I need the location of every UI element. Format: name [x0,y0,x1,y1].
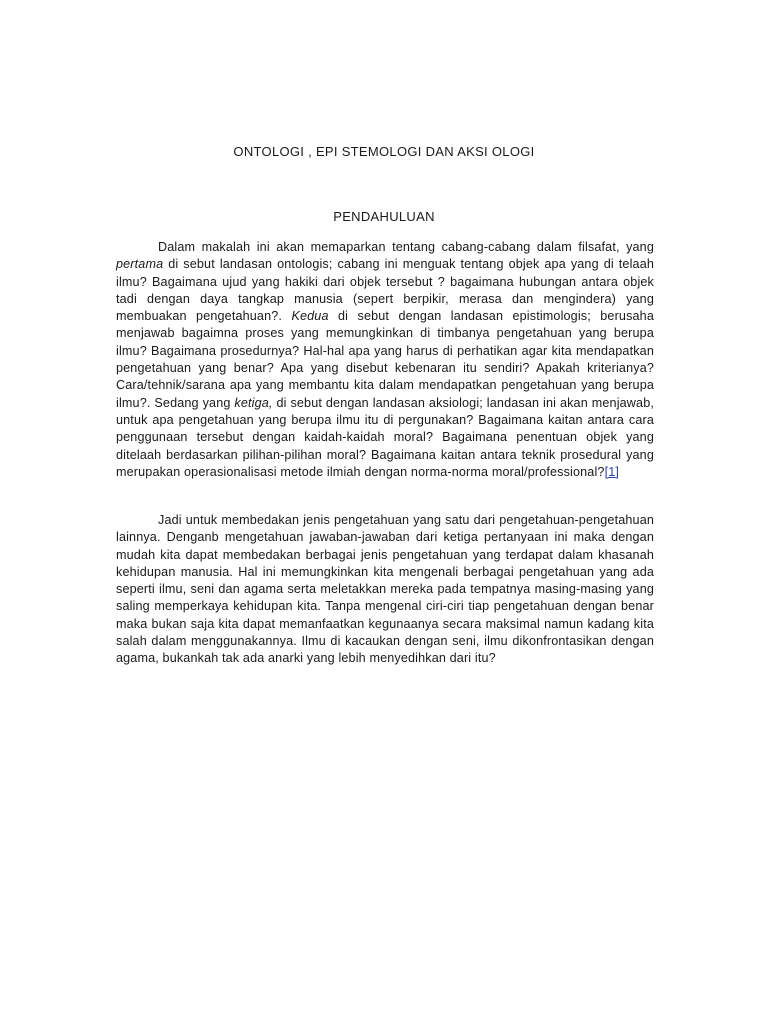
emphasis-kedua: Kedua [291,309,329,324]
emphasis-ketiga: ketiga, [234,395,273,410]
paragraph-text: di sebut landasan ontologis; cabang ini menguak tentang objek apa yang di telaah ilmu? Bagaimana ujud yang hakiki dari objek tersebut ? bagaimana hubungan antara objek tadi dengan daya tangkap manusia (sepert berpikir, merasa dan mengindera) yang membuakan pengetahuan?. [116,257,654,324]
emphasis-pertama: pertama [116,257,164,272]
footnote-link[interactable]: [1] [604,464,620,479]
paragraph-introduction [116,239,654,481]
document-title: ONTOLOGI , EPI STEMOLOGI DAN AKSI OLOGI [233,144,535,159]
paragraph-text: di sebut dengan landasan epistimologis; berusaha menjawab bagaimna proses yang memungkinkan di timbanya pengetahuan yang berupa ilmu? Bagaimana prosedurnya? Hal-hal apa yang harus di perhatikan agar kita mendapatkan pengetahuan yang benar? Apa yang disebut kebenaran itu sendiri? Apakah kriterianya? Cara/tehnik/sarana apa yang membantu kita dalam mendapatkan pengetahuan yang berupa ilmu?. Sedang yang [116,309,654,410]
paragraph-text: Dalam makalah ini akan memaparkan tentang cabang-cabang dalam filsafat, yang [158,240,654,254]
paragraph-text: di sebut dengan landasan aksiologi; landasan ini akan menjawab, untuk apa pengetahuan yang berupa ilmu itu di pergunakan? Bagaimana kaitan antara cara penggunaan tersebut dengan kaidah-kaidah moral? Bagaimana penentuan objek yang ditelaah berdasarkan pilihan-pilihan moral? Bagaimana kaitan antara teknik prosedural yang merupakan operasionalisasi metode ilmiah dengan norma-norma moral/professional? [116,395,655,479]
paragraph-second: Jadi untuk membedakan jenis pengetahuan yang satu dari pengetahuan-pengetahuan lainnya. Denganb mengetahuan jawaban-jawaban dari ketiga pertanyaan ini maka dengan mudah kita dapat membedakan berbagai jenis pengetahuan yang terdapat dalam khasanah kehidupan manusia. Hal ini memungkinkan kita mengenali berbagai pengetahuan yang ada seperti ilmu, seni dan agama serta meletakkan mereka pada tempatnya masing-masing yang saling memperkaya kehidupan kita. Tanpa mengenal ciri-ciri tiap pengetahuan dengan benar maka bukan saja kita dapat memanfaatkan kegunaanya secara maksimal namun kadang kita salah dalam menggunakannya. Ilmu di kacaukan dengan seni, ilmu dikonfrontasikan dengan agama, bukankah tak ada anarki yang lebih menyedihkan dari itu? [116,513,654,666]
section-heading: PENDAHULUAN [333,209,435,224]
